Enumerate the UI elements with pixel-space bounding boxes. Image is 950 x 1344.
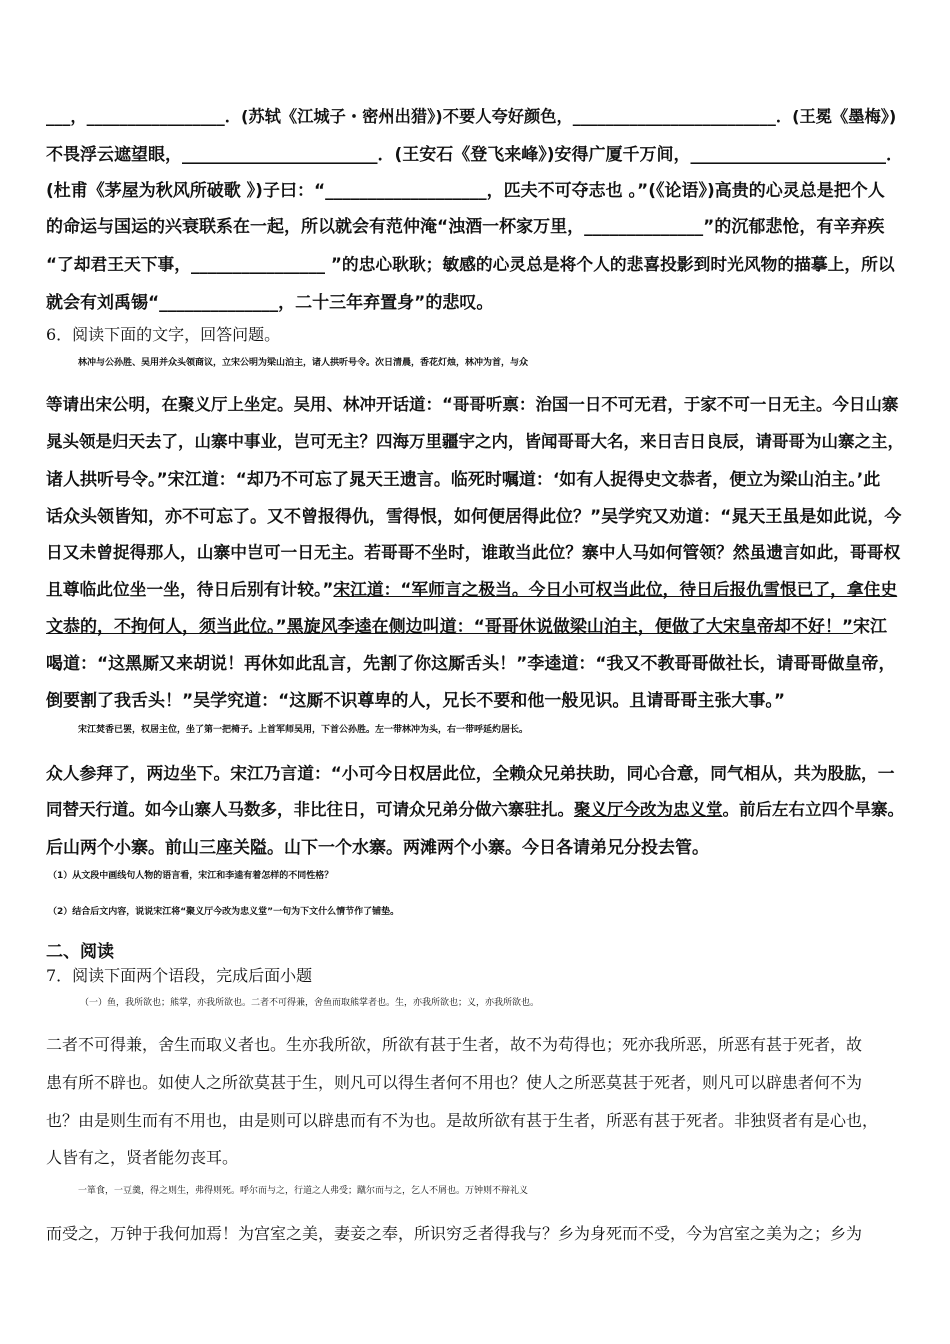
- q7-p1-line-3: 患有所不辟也。如使人之所欲莫甚于生，则凡可以得生者何不用也？使人之所恶莫甚于死者，则凡可以辟患者何不为: [46, 1073, 863, 1092]
- underlined-sentence-3: 聚义厅今改为忠义堂: [574, 800, 723, 819]
- q7-p1-line-4: 也？由是则生而有不用也，由是则可以辟患而有不为也。是故所欲有甚于生者，所恶有甚于死者。非独贤者有是心也，: [46, 1111, 879, 1130]
- q7-p2-line-1: 一箪食，一豆羹，得之则生，弗得则死。呼尔而与之，行道之人弗受；蹴尔而与之，乞人不屑也。万钟则不辩礼义: [78, 1186, 529, 1196]
- underlined-sentence-2: 文恭的，不拘何人，须当此位。”黑旋风李逵在侧边叫道：“哥哥休说做梁山泊主，便做了大宋皇帝却不好！”: [46, 617, 854, 637]
- q7-p1-line-1: （一）鱼，我所欲也；熊掌，亦我所欲也。二者不可得兼，舍鱼而取熊掌者也。生，亦我所欲也；义，亦我所欲也。: [80, 998, 540, 1008]
- q7-heading: 7．阅读下面两个语段，完成后面小题: [46, 966, 313, 985]
- poem-line-5: “了却君王天下事，________________ ”的忠心耿耿；敏感的心灵总是将个人的悲喜投影到时光风物的描摹上，所以: [46, 254, 895, 274]
- q6-p2-line-3: [46, 796, 906, 820]
- q6-p2-line-2: 众人参拜了，两边坐下。宋江乃言道：“小可今日权居此位，全赖众兄弟扶助，同心合意，同气相从，共为股肱，一: [46, 763, 895, 783]
- q6-p1-line-8: [46, 612, 906, 637]
- q6-p2-line-3-text: 同替天行道。如今山寨人马数多，非比往日，可请众兄弟分做六寨驻扎。: [46, 800, 574, 819]
- q6-p1-line-10: 倒要割了我舌头！”吴学究道：“这厮不识尊卑的人，兄长不要和他一般见识。且请哥哥主张大事。”: [46, 691, 786, 711]
- q7-p1-line-2: 二者不可得兼，舍生而取义者也。生亦我所欲，所欲有甚于生者，故不为苟得也；死亦我所恶，所恶有甚于死者，故: [46, 1035, 863, 1054]
- q6-p1-line-6: 日又未曾捉得那人，山寨中岂可一日无主。若哥哥不坐时，谁敢当此位？寨中人马如何管领？然虽遗言如此，哥哥权: [46, 542, 901, 562]
- q6-p1-line-7: [46, 576, 906, 600]
- q6-p1-line-3: 晁头领是归天去了，山寨中事业，岂可无主？四海万里疆宇之内，皆闻哥哥大名，来日吉日良辰，请哥哥为山寨之主，: [46, 432, 904, 451]
- poem-line-1: ___，_________________．(苏轼《江城子・密州出猎》)不要人夸好颜色，_________________________．(王冕《墨梅》): [46, 107, 897, 126]
- q6-sub-question-1: （1）从文段中画线句人物的语言看，宋江和李逵有着怎样的不同性格？: [48, 871, 334, 881]
- q6-p1-line-7-text: 且尊临此位坐一坐，待日后别有计较。”: [46, 579, 334, 599]
- q6-p1-line-5: 话众头领皆知，亦不可忘了。又不曾报得仇，雪得恨，如何便居得此位？”吴学究又劝道：“晁天王虽是如此说，今: [46, 507, 902, 527]
- q6-p1-line-1: 林冲与公孙胜、吴用并众头领商议，立宋公明为梁山泊主，诸人拱听号令。次日清晨，香花灯烛，林冲为首，与众: [78, 358, 529, 368]
- q6-p1-line-4: 诸人拱听号令。”宋江道：“却乃不可忘了晁天王遗言。临死时嘱道：‘如有人捉得史文恭者，便立为梁山泊主。’此: [46, 470, 881, 490]
- poem-line-2: 不畏浮云遮望眼，_______________________．(王安石《登飞来峰》)安得广厦千万间，_______________________．: [46, 145, 904, 165]
- q6-p2-line-1: 宋江焚香已罢，权居主位，坐了第一把椅子。上首军师吴用，下首公孙胜。左一带林冲为头，右一带呼延灼居长。: [78, 725, 529, 735]
- q6-p1-line-8-tail: 宋江: [853, 617, 888, 637]
- q7-p2-line-2: 而受之，万钟于我何加焉！为宫室之美，妻妾之奉，所识穷乏者得我与？乡为身死而不受，今为宫室之美为之；乡为: [46, 1224, 863, 1243]
- q6-heading: 6．阅读下面的文字，回答问题。: [46, 325, 281, 344]
- section-2-heading: 二、阅读: [46, 942, 114, 962]
- q6-p1-line-2: 等请出宋公明，在聚义厅上坐定。吴用、林冲开话道：“哥哥听禀：治国一日不可无君，于家不可一日无主。今日山寨: [46, 395, 899, 414]
- q6-p2-line-4: 后山两个小寨。前山三座关隘。山下一个水寨。两滩两个小寨。今日各请弟兄分投去管。: [46, 838, 709, 858]
- q6-sub-question-2: （2）结合后文内容，说说宋江将“聚义厅今改为忠义堂”一句为下文什么情节作了铺垫。: [48, 907, 400, 917]
- poem-line-4: 的命运与国运的兴衰联系在一起，所以就会有范仲淹“浊酒一杯家万里，______________”的沉郁悲怆，有辛弃疾: [46, 217, 885, 237]
- poem-line-3: (杜甫《茅屋为秋风所破歌 》)子曰：“___________________，匹夫不可夺志也 。”(《论语》)高贵的心灵总是把个人: [46, 181, 885, 201]
- q7-p1-line-5: 人皆有之，贤者能勿丧耳。: [46, 1148, 239, 1167]
- q6-p2-line-3-tail: 。前后左右立四个旱寨。: [722, 800, 904, 819]
- underlined-sentence-1: 宋江道：“军师言之极当。今日小可权当此位，待日后报仇雪恨已了，拿住史: [333, 579, 898, 599]
- poem-line-6: 就会有刘禹锡“______________，二十三年弃置身”的悲叹。: [46, 293, 494, 313]
- q6-p1-line-9: 喝道：“这黑厮又来胡说！再休如此乱言，先割了你这厮舌头！”李逵道：“我又不教哥哥做社长，请哥哥做皇帝，: [46, 654, 896, 674]
